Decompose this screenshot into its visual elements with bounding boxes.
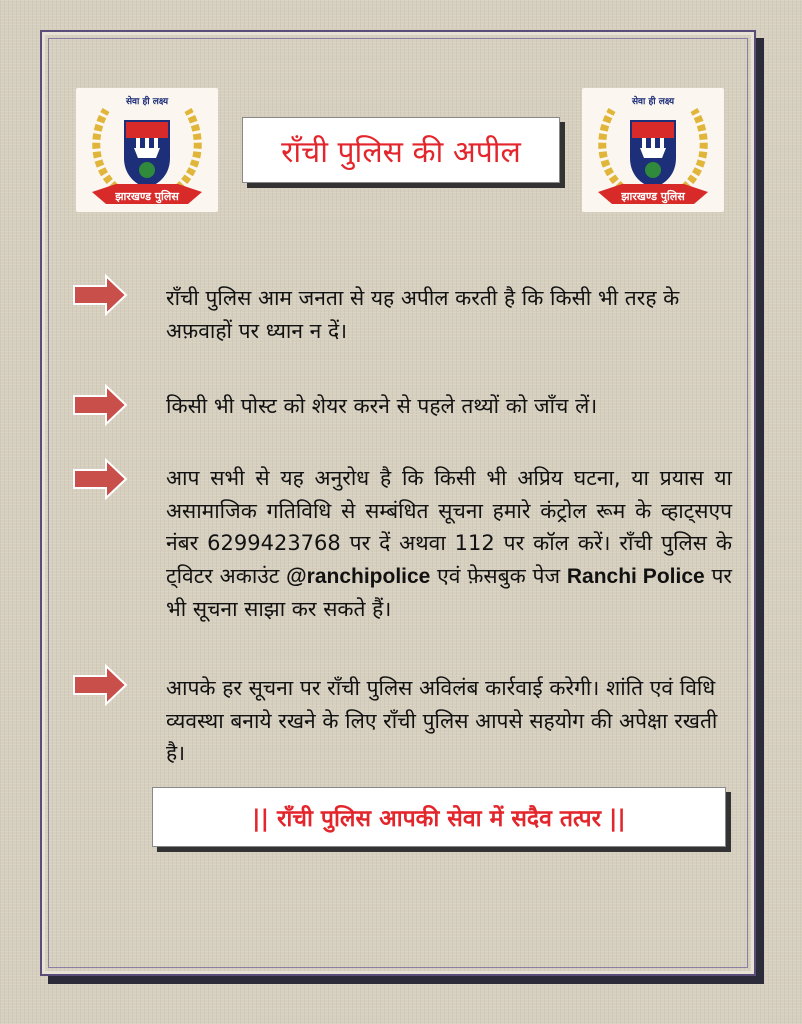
appeal-text-1: राँची पुलिस आम जनता से यह अपील करती है कि किसी भी तरह के अफ़वाहों पर ध्यान न दें। [166,286,680,343]
emblem-motto-text: सेवा ही लक्ष्य [125,97,169,107]
emblem-name-text: झारखण्ड पुलिस [621,190,685,203]
facebook-page: Ranchi Police [566,564,705,588]
right-arrow-icon [72,458,128,500]
police-emblem-right [582,88,724,212]
emblem-name-text: झारखण्ड पुलिस [115,190,179,203]
footer-box [152,787,726,847]
appeal-3-part-2: एवं फ़ेसबुक पेज [430,563,567,588]
jharkhand-police-emblem-icon [76,88,218,212]
right-arrow-icon [72,274,128,316]
appeal-text-4: आपके हर सूचना पर राँची पुलिस अविलंब कार्रवाई करेगी। शांति एवं विधि व्यवस्था बनाये रखने के लिए राँची पुलिस आपसे सहयोग की अपेक्षा रखती है। [166,676,718,765]
police-emblem-left [76,88,218,212]
page-title: राँची पुलिस की अपील [281,134,521,170]
right-arrow-icon [72,664,128,706]
emblem-motto-text: सेवा ही लक्ष्य [631,97,675,107]
appeal-text-2: किसी भी पोस्ट को शेयर करने से पहले तथ्यों को जाँच लें। [166,394,598,418]
footer-slogan: || राँची पुलिस आपकी सेवा में सदैव तत्पर || [252,806,626,832]
jharkhand-police-emblem-icon [582,88,724,212]
title-box [242,117,560,183]
appeal-text-3 [166,462,732,626]
appeal-3-part-1: आप सभी से यह अनुरोध है कि किसी भी अप्रिय घटना, या प्रयास या असामाजिक गतिविधि से सम्बंधित सूचना हमारे कंट्रोल रूम के व्हाट्सएप नंबर 6299423768 पर दें अथवा 112 पर कॉल करें। राँची पुलिस के ट्विटर अकाउंट [166,466,732,588]
right-arrow-icon [72,384,128,426]
appeal-3-part-3: पर भी सूचना साझा कर सकते हैं। [166,563,732,621]
twitter-handle: @ranchipolice [286,564,431,588]
